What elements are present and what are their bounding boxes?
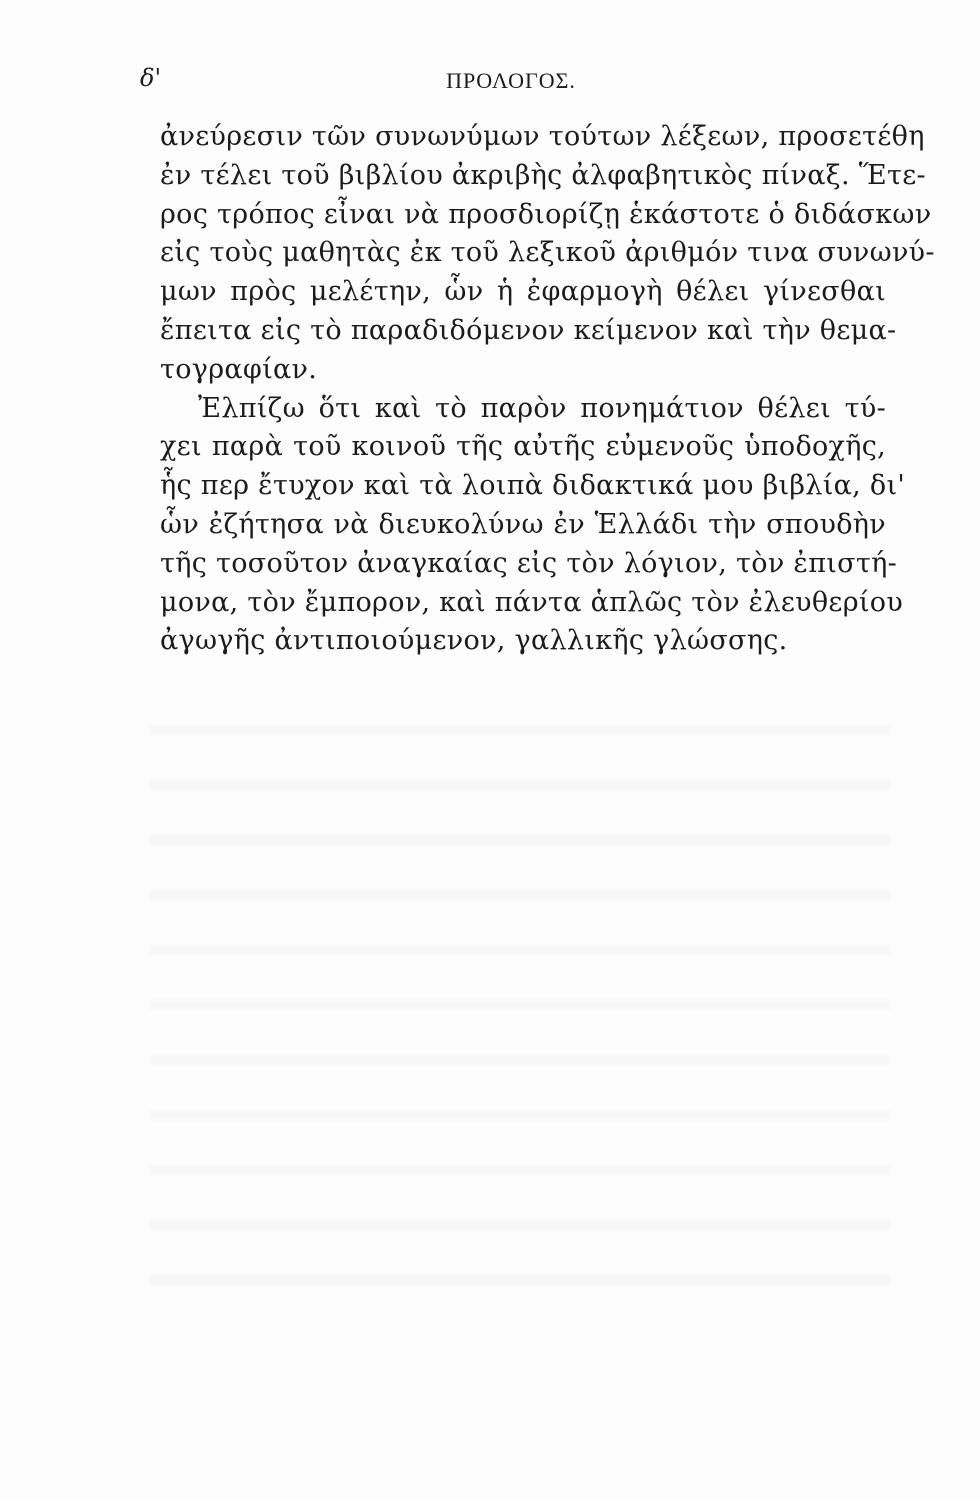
page-header [140,62,882,102]
body-text [160,118,935,661]
text-line: Ἐλπίζω ὅτι καὶ τὸ παρὸν πονημάτιον θέλει τύ- [198,392,886,424]
show-through-text [150,700,890,1300]
paragraph-2 [160,390,906,662]
text-line: ρος τρόπος εἶναι νὰ προσδιορίζῃ ἑκάστοτε ὁ διδάσκων [160,198,932,230]
text-line: τῆς τοσοῦτον ἀναγκαίας εἰς τὸν λόγιον, τὸν ἐπιστή- [160,547,898,579]
text-line: ἀνεύρεσιν τῶν συνωνύμων τούτων λέξεων, προσετέθη [160,121,925,152]
paragraph-1 [160,118,935,390]
text-line: μονα, τὸν ἔμπορον, καὶ πάντα ἁπλῶς τὸν ἐλευθερίου [160,586,904,618]
running-title: ΠΡΟΛΟΓΟΣ. [446,68,576,93]
text-line: ἐν τέλει τοῦ βιβλίου ἀκριβὴς ἀλφαβητικὸς πίναξ. Ἕτε- [160,159,926,191]
text-line: ὧν ἐζήτησα νὰ διευκολύνω ἐν Ἑλλάδι τὴν σπουδὴν [160,508,886,540]
text-line: ἧς περ ἔτυχον καὶ τὰ λοιπὰ διδακτικά μου βιβλία, δι' [160,470,906,502]
text-line: ἔπειτα εἰς τὸ παραδιδόμενον κείμενον καὶ τὴν θεμα- [160,314,897,346]
page-number: δ' [140,64,162,92]
text-line: ἀγωγῆς ἀντιποιούμενον, γαλλικῆς γλώσσης. [160,625,788,657]
text-line: μων πρὸς μελέτην, ὧν ἡ ἐφαρμογὴ θέλει γίνεσθαι [160,276,886,308]
text-line: εἰς τοὺς μαθητὰς ἐκ τοῦ λεξικοῦ ἀριθμόν τινα συνωνύ- [160,237,935,269]
text-line: χει παρὰ τοῦ κοινοῦ τῆς αὐτῆς εὐμενοῦς ὑποδοχῆς, [160,431,886,463]
text-line: τογραφίαν. [160,353,318,385]
